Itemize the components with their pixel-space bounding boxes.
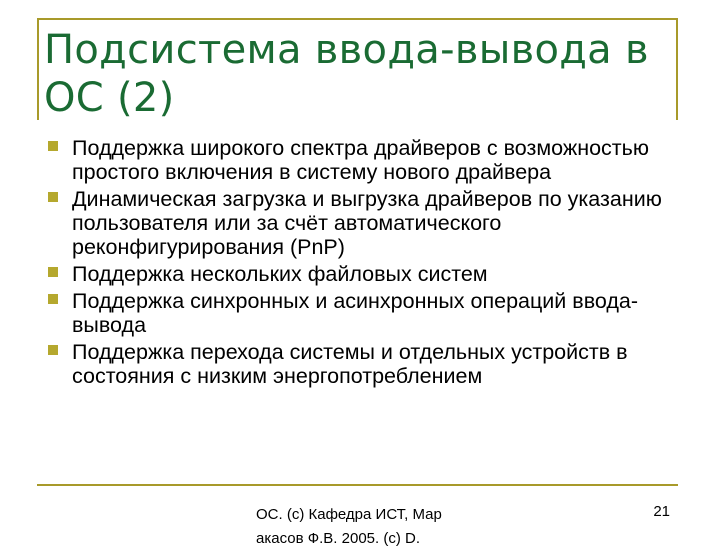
square-bullet-icon <box>48 192 58 202</box>
bullet-item <box>46 289 686 337</box>
square-bullet-icon <box>48 267 58 277</box>
bullet-text: Поддержка нескольких файловых систем <box>72 262 488 286</box>
bullet-text: Поддержка синхронных и асинхронных операций ввода-вывода <box>72 289 639 337</box>
frame-bottom-line <box>37 484 678 486</box>
bullet-list <box>46 136 686 391</box>
frame-left-line <box>37 18 39 120</box>
bullet-item <box>46 262 686 286</box>
bullet-text: Динамическая загрузка и выгрузка драйверов по указанию пользователя или за счёт автоматического реконфигурирования (PnP) <box>72 187 662 259</box>
bullet-item <box>46 136 686 184</box>
square-bullet-icon <box>48 294 58 304</box>
slide-number: 21 <box>653 503 670 520</box>
square-bullet-icon <box>48 141 58 151</box>
bullet-item <box>46 187 686 259</box>
bullet-text: Поддержка широкого спектра драйверов с возможностью простого включения в систему нового драйвера <box>72 136 649 184</box>
slide-title: Подсистема ввода-вывода в ОС (2) <box>44 27 649 121</box>
frame-right-line <box>676 18 678 120</box>
square-bullet-icon <box>48 345 58 355</box>
bullet-text: Поддержка перехода системы и отдельных устройств в состояния с низким энергопотреблением <box>72 340 628 388</box>
frame-top-line <box>37 18 678 20</box>
footer-credit: ОС. (с) Кафедра ИСТ, Мар акасов Ф.В. 2005. (с) D. <box>256 506 442 547</box>
bullet-item <box>46 340 686 388</box>
